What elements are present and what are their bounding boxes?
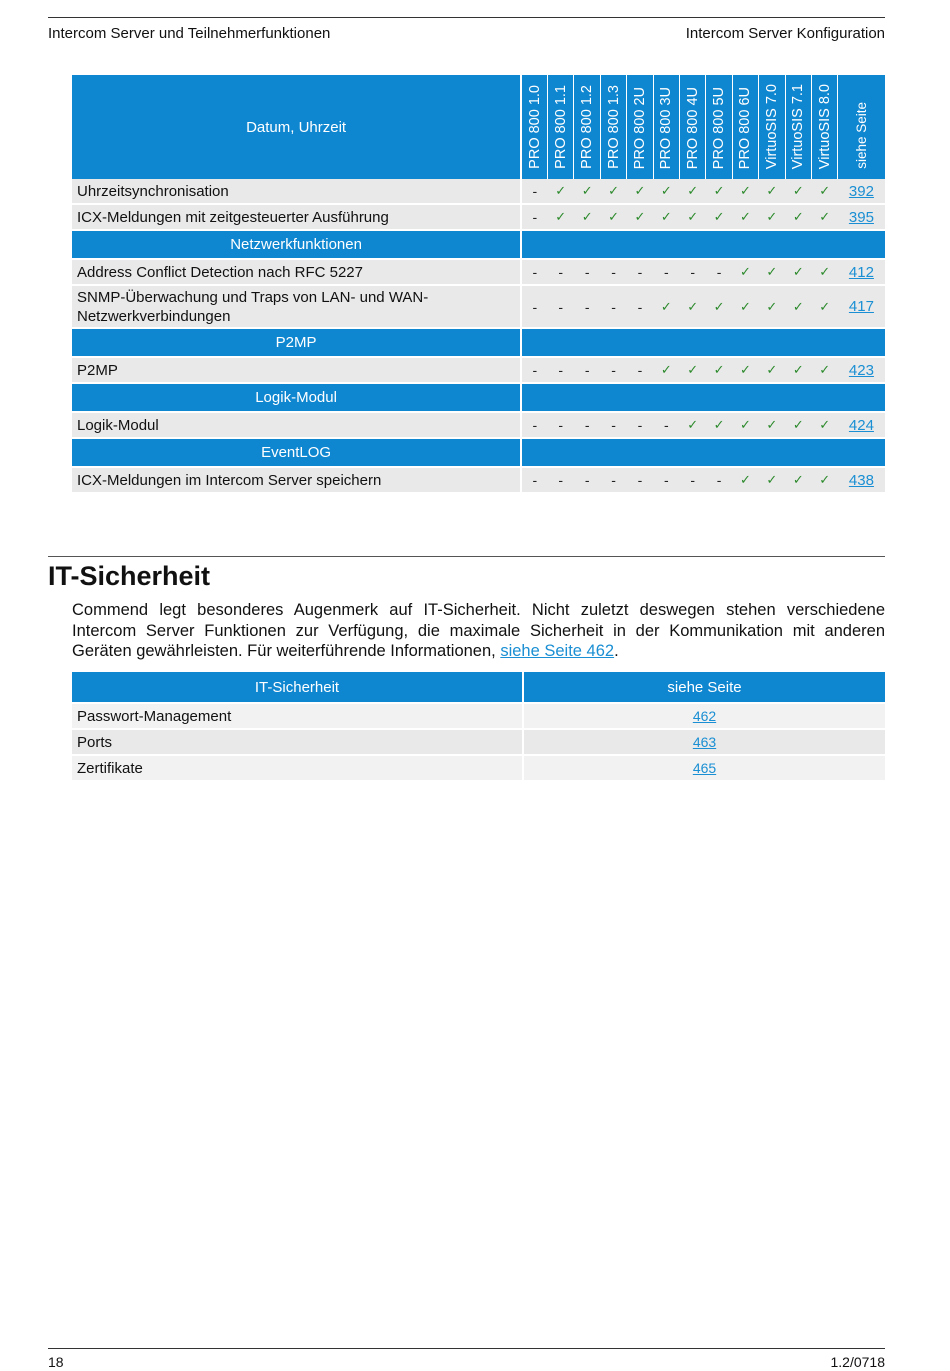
check-icon: ✓ <box>811 259 837 285</box>
dash-mark: - <box>653 467 679 493</box>
intro-text: Commend legt besonderes Augenmerk auf IT-Sicherheit. Nicht zuletzt deswegen stehen verschiedene Intercom Server Funktionen zur Verfügung, die maximale Sicherheit in der Kommunikation mit anderen Geräten gewährleisten. Für weiterführende Informationen, <box>72 601 885 661</box>
dash-mark: - <box>574 259 600 285</box>
check-icon: ✓ <box>811 357 837 383</box>
table-row <box>72 204 885 230</box>
page-link[interactable]: 417 <box>848 298 874 315</box>
check-icon: ✓ <box>785 285 811 328</box>
column-header: VirtuoSIS 7.0 <box>759 75 785 179</box>
page-link[interactable]: 438 <box>848 471 874 489</box>
table-row <box>72 755 885 780</box>
check-icon: ✓ <box>759 179 785 204</box>
it-row-label: Ports <box>72 729 523 755</box>
column-header: PRO 800 3U <box>653 75 679 179</box>
section-fill <box>521 438 885 467</box>
section-fill <box>521 383 885 412</box>
page-link[interactable]: 412 <box>848 263 874 281</box>
check-icon: ✓ <box>732 179 758 204</box>
dash-mark: - <box>548 285 574 328</box>
check-icon: ✓ <box>759 357 785 383</box>
section-divider <box>48 556 885 557</box>
check-icon: ✓ <box>574 204 600 230</box>
page-link[interactable]: 462 <box>692 707 717 724</box>
page-cell <box>838 179 885 204</box>
dash-mark: - <box>600 467 626 493</box>
dash-mark: - <box>653 412 679 438</box>
page-link[interactable]: 423 <box>848 361 874 379</box>
feature-label: Address Conflict Detection nach RFC 5227 <box>72 259 521 285</box>
page-link[interactable]: 424 <box>848 416 874 434</box>
column-header: PRO 800 2U <box>627 75 653 179</box>
section-title: Logik-Modul <box>72 383 521 412</box>
feature-label: Logik-Modul <box>72 412 521 438</box>
page-number: 18 <box>48 1354 64 1370</box>
table-row <box>72 357 885 383</box>
dash-mark: - <box>706 467 732 493</box>
table-row <box>72 285 885 328</box>
dash-mark: - <box>680 259 706 285</box>
column-header: PRO 800 1.1 <box>548 75 574 179</box>
check-icon: ✓ <box>627 204 653 230</box>
feature-table-header-label: Datum, Uhrzeit <box>72 75 521 179</box>
dash-mark: - <box>548 259 574 285</box>
check-icon: ✓ <box>732 412 758 438</box>
section-fill <box>521 230 885 259</box>
check-icon: ✓ <box>548 204 574 230</box>
check-icon: ✓ <box>548 179 574 204</box>
page-cell <box>838 259 885 285</box>
it-table-header-page: siehe Seite <box>523 672 885 703</box>
dash-mark: - <box>521 412 547 438</box>
check-icon: ✓ <box>785 467 811 493</box>
feature-table-body <box>72 179 885 493</box>
dash-mark: - <box>548 412 574 438</box>
dash-mark: - <box>600 357 626 383</box>
dash-mark: - <box>627 259 653 285</box>
check-icon: ✓ <box>759 412 785 438</box>
section-title: Netzwerkfunktionen <box>72 230 521 259</box>
page-link[interactable]: 463 <box>692 733 717 750</box>
column-header-page: siehe Seite <box>838 75 885 179</box>
check-icon: ✓ <box>785 259 811 285</box>
check-icon: ✓ <box>600 204 626 230</box>
check-icon: ✓ <box>759 467 785 493</box>
section-heading: IT-Sicherheit <box>48 561 211 591</box>
column-header: PRO 800 6U <box>732 75 758 179</box>
check-icon: ✓ <box>759 259 785 285</box>
feature-table <box>72 75 885 494</box>
check-icon: ✓ <box>600 179 626 204</box>
dash-mark: - <box>521 467 547 493</box>
column-header: PRO 800 4U <box>680 75 706 179</box>
check-icon: ✓ <box>732 204 758 230</box>
dash-mark: - <box>627 285 653 328</box>
feature-label: P2MP <box>72 357 521 383</box>
dash-mark: - <box>574 467 600 493</box>
it-security-table <box>72 672 885 780</box>
feature-label: Uhrzeitsynchronisation <box>72 179 521 204</box>
check-icon: ✓ <box>811 467 837 493</box>
page-cell <box>838 357 885 383</box>
check-icon: ✓ <box>653 357 679 383</box>
header-section: Intercom Server Konfiguration <box>685 25 885 42</box>
dash-mark: - <box>574 412 600 438</box>
page-footer <box>48 1348 885 1370</box>
dash-mark: - <box>521 285 547 328</box>
dash-mark: - <box>627 467 653 493</box>
feature-label: ICX-Meldungen mit zeitgesteuerter Ausführung <box>72 204 521 230</box>
check-icon: ✓ <box>732 467 758 493</box>
dash-mark: - <box>627 412 653 438</box>
dash-mark: - <box>574 285 600 328</box>
check-icon: ✓ <box>706 204 732 230</box>
check-icon: ✓ <box>680 179 706 204</box>
check-icon: ✓ <box>811 285 837 328</box>
dash-mark: - <box>600 259 626 285</box>
intro-page-link[interactable]: siehe Seite 462 <box>500 642 615 661</box>
column-header: VirtuoSIS 8.0 <box>811 75 837 179</box>
check-icon: ✓ <box>653 285 679 328</box>
section-row <box>72 230 885 259</box>
page-link[interactable]: 395 <box>848 208 874 226</box>
dash-mark: - <box>627 357 653 383</box>
document-version: 1.2/0718 <box>830 1354 885 1370</box>
check-icon: ✓ <box>680 412 706 438</box>
check-icon: ✓ <box>785 357 811 383</box>
page-link[interactable]: 465 <box>692 759 717 776</box>
it-row-label: Passwort-Management <box>72 703 523 729</box>
page-cell <box>838 467 885 493</box>
section-title: EventLOG <box>72 438 521 467</box>
section-fill <box>521 328 885 357</box>
check-icon: ✓ <box>785 204 811 230</box>
section-title: P2MP <box>72 328 521 357</box>
dash-mark: - <box>600 285 626 328</box>
check-icon: ✓ <box>706 179 732 204</box>
table-row <box>72 259 885 285</box>
section-row <box>72 383 885 412</box>
section-row <box>72 438 885 467</box>
page-header <box>48 17 885 48</box>
check-icon: ✓ <box>732 357 758 383</box>
column-header: PRO 800 1.3 <box>600 75 626 179</box>
dash-mark: - <box>680 467 706 493</box>
check-icon: ✓ <box>732 285 758 328</box>
feature-label: ICX-Meldungen im Intercom Server speichern <box>72 467 521 493</box>
dash-mark: - <box>548 357 574 383</box>
check-icon: ✓ <box>574 179 600 204</box>
check-icon: ✓ <box>732 259 758 285</box>
page-cell <box>838 285 885 328</box>
check-icon: ✓ <box>680 204 706 230</box>
check-icon: ✓ <box>627 179 653 204</box>
column-header: VirtuoSIS 7.1 <box>785 75 811 179</box>
intro-end: . <box>614 642 619 661</box>
check-icon: ✓ <box>706 285 732 328</box>
page-cell <box>838 204 885 230</box>
check-icon: ✓ <box>785 179 811 204</box>
page-link[interactable]: 392 <box>848 182 874 200</box>
feature-table-header-row <box>72 75 885 179</box>
dash-mark: - <box>548 467 574 493</box>
dash-mark: - <box>706 259 732 285</box>
column-header: PRO 800 1.2 <box>574 75 600 179</box>
column-header: PRO 800 5U <box>706 75 732 179</box>
table-row <box>72 729 885 755</box>
dash-mark: - <box>600 412 626 438</box>
check-icon: ✓ <box>653 179 679 204</box>
it-table-header-label: IT-Sicherheit <box>72 672 523 703</box>
intro-paragraph <box>72 600 885 662</box>
it-row-label: Zertifikate <box>72 755 523 780</box>
page-cell <box>838 412 885 438</box>
header-chapter: Intercom Server und Teilnehmerfunktionen <box>48 25 331 42</box>
section-row <box>72 328 885 357</box>
check-icon: ✓ <box>811 204 837 230</box>
table-row <box>72 179 885 204</box>
check-icon: ✓ <box>680 285 706 328</box>
check-icon: ✓ <box>706 357 732 383</box>
check-icon: ✓ <box>706 412 732 438</box>
column-header: PRO 800 1.0 <box>521 75 547 179</box>
dash-mark: - <box>521 179 547 204</box>
check-icon: ✓ <box>653 204 679 230</box>
dash-mark: - <box>653 259 679 285</box>
dash-mark: - <box>521 204 547 230</box>
check-icon: ✓ <box>811 412 837 438</box>
dash-mark: - <box>574 357 600 383</box>
dash-mark: - <box>521 357 547 383</box>
dash-mark: - <box>521 259 547 285</box>
table-row <box>72 467 885 493</box>
table-row <box>72 703 885 729</box>
check-icon: ✓ <box>680 357 706 383</box>
check-icon: ✓ <box>759 204 785 230</box>
check-icon: ✓ <box>759 285 785 328</box>
check-icon: ✓ <box>785 412 811 438</box>
feature-label: SNMP-Überwachung und Traps von LAN- und WAN-Netzwerkverbindungen <box>72 285 521 328</box>
check-icon: ✓ <box>811 179 837 204</box>
table-row <box>72 412 885 438</box>
